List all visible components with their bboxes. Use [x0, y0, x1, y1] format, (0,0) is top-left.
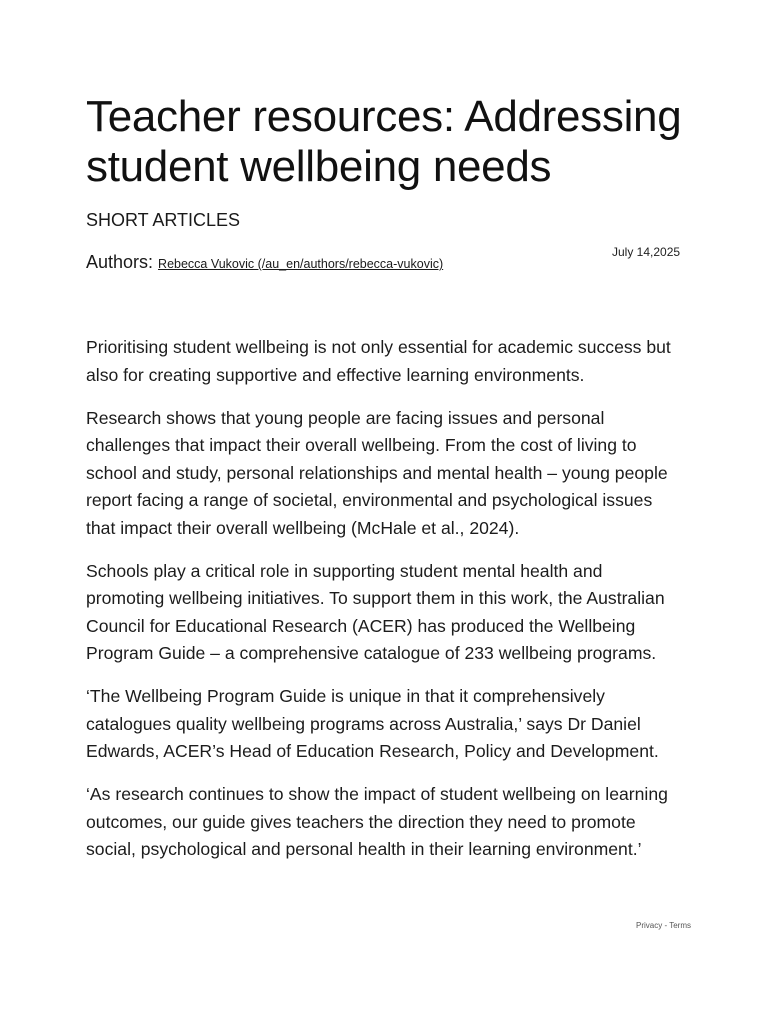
- body-paragraph: Prioritising student wellbeing is not only essential for academic success but also for creating supportive and effective learning environments.: [86, 337, 671, 385]
- authors-label: Authors:: [86, 252, 159, 272]
- body-paragraph: Schools play a critical role in supporting student mental health and promoting wellbeing initiatives. To support them in this work, the Australian Council for Educational Research (ACER) has produced the Wellbeing Program Guide – a comprehensive catalogue of 233 wellbeing programs.: [86, 560, 665, 663]
- page-title: Teacher resources: Addressing student wellbeing needs: [86, 92, 682, 191]
- link-separator: -: [662, 921, 670, 930]
- publish-date: July 14,2025: [612, 245, 681, 259]
- body-paragraph: ‘The Wellbeing Program Guide is unique in that it comprehensively catalogues quality wellbeing programs across Australia,’ says Dr Daniel Edwards, ACER’s Head of Education Research, Policy and Development.: [86, 686, 659, 761]
- body-paragraph: Research shows that young people are facing issues and personal challenges that impact their overall wellbeing. From the cost of living to school and study, personal relationships and mental health – young people report facing a range of societal, environmental and psychological issues that impact their overall wellbeing (McHale et al., 2024).: [86, 407, 668, 538]
- article-body: [86, 334, 676, 879]
- terms-link[interactable]: Terms: [669, 921, 691, 930]
- body-paragraph: ‘As research continues to show the impact of student wellbeing on learning outcomes, our guide gives teachers the direction they need to promote social, psychological and personal health in their learning environment.’: [86, 784, 668, 859]
- authors-row: [86, 250, 443, 276]
- article-category: SHORT ARTICLES: [86, 210, 241, 230]
- privacy-link[interactable]: Privacy: [636, 921, 663, 930]
- author-link[interactable]: Rebecca Vukovic (/au_en/authors/rebecca-vukovic): [158, 257, 444, 271]
- recaptcha-links: [636, 920, 691, 932]
